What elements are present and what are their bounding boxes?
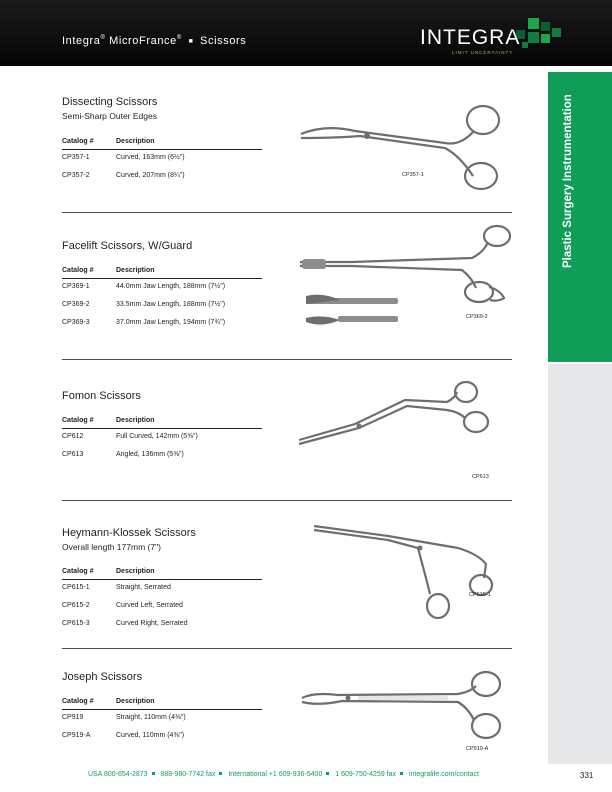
row-description: Curved, 207mm (8¼") [116, 172, 185, 179]
row-catalog: CP612 [62, 433, 84, 440]
bullet-icon [152, 772, 155, 775]
section-title: Heymann-Klossek Scissors [62, 527, 196, 539]
footer-intl-fax: 1 609-750-4259 fax [335, 771, 397, 778]
figure-label: CP613 [472, 474, 489, 480]
section-divider [62, 500, 512, 501]
table-header [62, 698, 262, 710]
table-row [62, 602, 262, 617]
row-description: Straight, Serrated [116, 584, 171, 591]
header-category: Scissors [200, 35, 247, 47]
row-catalog: CP357-2 [62, 172, 90, 179]
figure-label: CP369-2 [466, 314, 488, 320]
page-number: 331 [580, 771, 594, 780]
section-title: Facelift Scissors, W/Guard [62, 240, 193, 252]
table-row [62, 433, 262, 448]
contact-footer [88, 771, 479, 778]
table-row [62, 283, 262, 298]
table-row [62, 620, 262, 635]
section-divider [62, 359, 512, 360]
row-description: Curved Left, Serrated [116, 602, 183, 609]
joseph-scissors-illustration [298, 668, 513, 746]
table-row [62, 172, 262, 187]
row-catalog: CP369-3 [62, 319, 90, 326]
section-title: Dissecting Scissors [62, 96, 158, 108]
row-catalog: CP369-2 [62, 301, 90, 308]
figure-label: CP919-A [466, 746, 489, 752]
table-row [62, 714, 262, 729]
row-catalog: CP615-1 [62, 584, 90, 591]
row-description: 44.0mm Jaw Length, 188mm (7½") [116, 283, 226, 290]
row-description: Curved, 110mm (4⅜") [116, 732, 185, 739]
row-catalog: CP919 [62, 714, 84, 721]
row-catalog: CP615-3 [62, 620, 90, 627]
catalog-table [62, 568, 262, 635]
footer-international: International +1 609-936-5400 [228, 771, 323, 778]
col-description: Description [116, 417, 155, 424]
reg-mark: ® [100, 35, 106, 41]
figure-label: CP357-1 [402, 172, 424, 178]
table-header [62, 417, 262, 429]
footer-fax: 888-980-7742 fax [160, 771, 216, 778]
table-row [62, 451, 262, 466]
col-description: Description [116, 267, 155, 274]
col-catalog: Catalog # [62, 138, 94, 145]
table-row [62, 319, 262, 334]
footer-web-link[interactable]: integralife.com/contact [408, 771, 480, 778]
section-subtitle: Semi-Sharp Outer Edges [62, 111, 157, 121]
row-description: Full Curved, 142mm (5⅝") [116, 433, 198, 440]
bullet-icon [326, 772, 329, 775]
dissecting-scissors-illustration [295, 98, 510, 193]
row-catalog: CP369-1 [62, 283, 90, 290]
row-description: Curved Right, Serrated [116, 620, 188, 627]
section-divider [62, 212, 512, 213]
footer-usa-phone: USA 800-654-2873 [88, 771, 148, 778]
bullet-icon [400, 772, 403, 775]
col-catalog: Catalog # [62, 417, 94, 424]
row-catalog: CP613 [62, 451, 84, 458]
section-divider [62, 648, 512, 649]
table-header [62, 568, 262, 580]
col-description: Description [116, 138, 155, 145]
integra-logo [420, 14, 570, 62]
row-description: 33.5mm Jaw Length, 188mm (7½") [116, 301, 226, 308]
sidebar-tab [548, 72, 612, 362]
fomon-scissors-illustration [295, 378, 500, 453]
header-brand: Integra [62, 35, 101, 47]
catalog-table [62, 417, 262, 466]
bullet-icon [219, 772, 222, 775]
header-product: MicroFrance [109, 35, 177, 47]
bullet-icon: ■ [188, 37, 194, 45]
logo-wordmark: INTEGRA [420, 26, 521, 49]
col-catalog: Catalog # [62, 698, 94, 705]
sidebar-label: Plastic Surgery Instrumentation [562, 94, 574, 268]
heymann-klossek-scissors-illustration [308, 518, 508, 628]
row-description: Angled, 136mm (5⅜") [116, 451, 184, 458]
reg-mark: ® [176, 35, 182, 41]
table-row [62, 154, 262, 169]
table-header [62, 267, 262, 279]
catalog-table [62, 138, 262, 187]
section-subtitle: Overall length 177mm (7") [62, 542, 161, 552]
col-description: Description [116, 698, 155, 705]
row-catalog: CP615-2 [62, 602, 90, 609]
logo-tagline: LIMIT UNCERTAINTY [452, 50, 514, 55]
table-row [62, 732, 262, 747]
row-catalog: CP919-A [62, 732, 91, 739]
header-title [62, 35, 246, 47]
col-catalog: Catalog # [62, 568, 94, 575]
table-header [62, 138, 262, 150]
catalog-table [62, 267, 262, 334]
section-title: Fomon Scissors [62, 390, 141, 402]
sidebar-gray-band [548, 364, 612, 764]
row-description: 37.0mm Jaw Length, 194mm (7¾") [116, 319, 226, 326]
table-row [62, 584, 262, 599]
row-catalog: CP357-1 [62, 154, 90, 161]
row-description: Straight, 110mm (4⅜") [116, 714, 186, 721]
table-row [62, 301, 262, 316]
figure-label: CP615-1 [469, 592, 491, 598]
page-header [0, 0, 612, 66]
logo-blocks-icon [512, 14, 568, 54]
col-catalog: Catalog # [62, 267, 94, 274]
col-description: Description [116, 568, 155, 575]
catalog-table [62, 698, 262, 747]
section-title: Joseph Scissors [62, 671, 143, 683]
row-description: Curved, 163mm (6½") [116, 154, 185, 161]
